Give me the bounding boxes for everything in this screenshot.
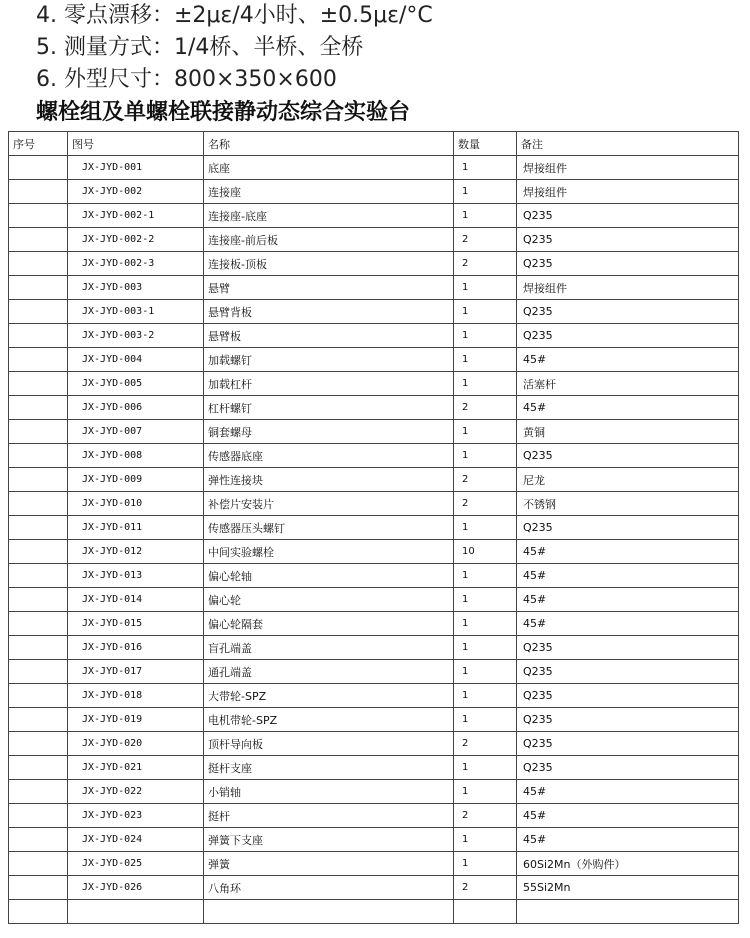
cell-index	[9, 180, 68, 204]
cell-remarks: 焊接组件	[517, 276, 739, 300]
cell-name: 小销轴	[204, 780, 454, 804]
cell-remarks: Q235	[517, 636, 739, 660]
table-row	[9, 732, 739, 756]
cell-remarks: 黄铜	[517, 420, 739, 444]
cell-drawing-no: JX-JYD-022	[68, 780, 204, 804]
cell-name: 大带轮-SPZ	[204, 684, 454, 708]
cell-drawing-no: JX-JYD-007	[68, 420, 204, 444]
cell-remarks: 55Si2Mn	[517, 876, 739, 900]
cell-index	[9, 300, 68, 324]
cell-quantity: 1	[454, 300, 517, 324]
cell-quantity: 1	[454, 684, 517, 708]
cell-drawing-no: JX-JYD-002-1	[68, 204, 204, 228]
cell-quantity: 1	[454, 564, 517, 588]
table-row	[9, 300, 739, 324]
cell-name: 悬臂背板	[204, 300, 454, 324]
section-heading: 螺栓组及单螺栓联接静动态综合实验台	[36, 100, 411, 125]
table-row	[9, 516, 739, 540]
cell-remarks: Q235	[517, 444, 739, 468]
table-row	[9, 540, 739, 564]
cell-index	[9, 156, 68, 180]
cell-index	[9, 708, 68, 732]
cell-quantity: 2	[454, 804, 517, 828]
cell-drawing-no: JX-JYD-010	[68, 492, 204, 516]
cell-drawing-no: JX-JYD-017	[68, 660, 204, 684]
table-row	[9, 636, 739, 660]
cell-quantity: 1	[454, 444, 517, 468]
table-header-row	[9, 132, 739, 156]
cell-quantity: 1	[454, 204, 517, 228]
cell-remarks: Q235	[517, 756, 739, 780]
cell-index	[9, 612, 68, 636]
cell-drawing-no: JX-JYD-006	[68, 396, 204, 420]
cell-index	[9, 540, 68, 564]
cell-drawing-no: JX-JYD-005	[68, 372, 204, 396]
cell-drawing-no: JX-JYD-008	[68, 444, 204, 468]
cell-index	[9, 564, 68, 588]
table-row	[9, 756, 739, 780]
cell-quantity: 1	[454, 180, 517, 204]
cell-remarks: 45#	[517, 804, 739, 828]
cell-drawing-no: JX-JYD-026	[68, 876, 204, 900]
cell-drawing-no: JX-JYD-024	[68, 828, 204, 852]
cell-index	[9, 684, 68, 708]
cell-remarks: 尼龙	[517, 468, 739, 492]
cell-drawing-no: JX-JYD-023	[68, 804, 204, 828]
cell-name: 盲孔端盖	[204, 636, 454, 660]
table-row	[9, 156, 739, 180]
cell-quantity: 1	[454, 372, 517, 396]
table-row	[9, 204, 739, 228]
parts-table	[8, 131, 739, 924]
cell-remarks: 活塞杆	[517, 372, 739, 396]
cell-drawing-no: JX-JYD-015	[68, 612, 204, 636]
cell-index	[9, 732, 68, 756]
cell-drawing-no: JX-JYD-003-2	[68, 324, 204, 348]
cell-quantity: 1	[454, 324, 517, 348]
cell-drawing-no: JX-JYD-014	[68, 588, 204, 612]
cell-remarks: Q235	[517, 708, 739, 732]
cell-index	[9, 420, 68, 444]
cell-drawing-no: JX-JYD-021	[68, 756, 204, 780]
cell-index	[9, 228, 68, 252]
table-row	[9, 444, 739, 468]
cell-remarks: 焊接组件	[517, 180, 739, 204]
table-row	[9, 780, 739, 804]
cell-drawing-no: JX-JYD-016	[68, 636, 204, 660]
spec-line-dimensions: 6. 外型尺寸：800×350×600	[36, 67, 337, 92]
cell-index	[9, 804, 68, 828]
cell-name	[204, 900, 454, 924]
cell-index	[9, 780, 68, 804]
cell-index	[9, 468, 68, 492]
cell-quantity: 1	[454, 756, 517, 780]
cell-drawing-no: JX-JYD-002	[68, 180, 204, 204]
cell-name: 偏心轮	[204, 588, 454, 612]
cell-index	[9, 660, 68, 684]
cell-remarks: 焊接组件	[517, 156, 739, 180]
cell-remarks: 60Si2Mn（外购件）	[517, 852, 739, 876]
cell-quantity: 1	[454, 636, 517, 660]
cell-quantity: 1	[454, 852, 517, 876]
cell-drawing-no: JX-JYD-025	[68, 852, 204, 876]
cell-drawing-no: JX-JYD-009	[68, 468, 204, 492]
cell-remarks: 45#	[517, 780, 739, 804]
cell-name: 弹簧	[204, 852, 454, 876]
cell-drawing-no: JX-JYD-011	[68, 516, 204, 540]
cell-index	[9, 876, 68, 900]
cell-index	[9, 516, 68, 540]
cell-name: 传感器压头螺钉	[204, 516, 454, 540]
cell-quantity	[454, 900, 517, 924]
table-body	[9, 156, 739, 924]
cell-quantity: 1	[454, 420, 517, 444]
header-remarks: 备注	[517, 132, 739, 156]
cell-index	[9, 492, 68, 516]
cell-remarks: Q235	[517, 684, 739, 708]
cell-quantity: 2	[454, 228, 517, 252]
cell-remarks: Q235	[517, 660, 739, 684]
table-row	[9, 804, 739, 828]
cell-remarks: 45#	[517, 348, 739, 372]
table-row	[9, 876, 739, 900]
cell-quantity: 1	[454, 516, 517, 540]
cell-name: 铜套螺母	[204, 420, 454, 444]
cell-name: 悬臂	[204, 276, 454, 300]
cell-remarks: 45#	[517, 828, 739, 852]
cell-index	[9, 324, 68, 348]
table-row	[9, 252, 739, 276]
cell-quantity: 1	[454, 156, 517, 180]
cell-name: 传感器底座	[204, 444, 454, 468]
table-row	[9, 396, 739, 420]
cell-quantity: 10	[454, 540, 517, 564]
cell-name: 中间实验螺栓	[204, 540, 454, 564]
spec-line-measurement: 5. 测量方式：1/4桥、半桥、全桥	[36, 35, 364, 60]
cell-name: 连接座	[204, 180, 454, 204]
cell-drawing-no: JX-JYD-001	[68, 156, 204, 180]
cell-quantity: 2	[454, 732, 517, 756]
cell-quantity: 2	[454, 876, 517, 900]
cell-remarks: 45#	[517, 540, 739, 564]
cell-index	[9, 636, 68, 660]
table-row	[9, 588, 739, 612]
table-row	[9, 324, 739, 348]
table-row	[9, 180, 739, 204]
cell-remarks: 45#	[517, 612, 739, 636]
table-row	[9, 828, 739, 852]
cell-remarks: 45#	[517, 564, 739, 588]
spec-list	[36, 0, 736, 96]
cell-name: 杠杆螺钉	[204, 396, 454, 420]
cell-index	[9, 828, 68, 852]
cell-remarks: Q235	[517, 324, 739, 348]
table-row	[9, 276, 739, 300]
cell-quantity: 1	[454, 612, 517, 636]
cell-index	[9, 900, 68, 924]
cell-quantity: 2	[454, 396, 517, 420]
table-row	[9, 660, 739, 684]
cell-index	[9, 444, 68, 468]
cell-name: 顶杆导向板	[204, 732, 454, 756]
cell-drawing-no: JX-JYD-019	[68, 708, 204, 732]
cell-name: 悬臂板	[204, 324, 454, 348]
cell-name: 补偿片安装片	[204, 492, 454, 516]
table-row	[9, 372, 739, 396]
table-row	[9, 228, 739, 252]
cell-remarks: Q235	[517, 204, 739, 228]
cell-name: 电机带轮-SPZ	[204, 708, 454, 732]
header-name: 名称	[204, 132, 454, 156]
table-row	[9, 492, 739, 516]
cell-index	[9, 756, 68, 780]
cell-name: 底座	[204, 156, 454, 180]
cell-quantity: 1	[454, 828, 517, 852]
cell-index	[9, 204, 68, 228]
cell-quantity: 2	[454, 468, 517, 492]
cell-name: 挺杆	[204, 804, 454, 828]
table-row	[9, 420, 739, 444]
table-row	[9, 684, 739, 708]
table-row	[9, 852, 739, 876]
cell-quantity: 1	[454, 780, 517, 804]
cell-drawing-no: JX-JYD-003-1	[68, 300, 204, 324]
cell-remarks: Q235	[517, 516, 739, 540]
cell-name: 八角环	[204, 876, 454, 900]
cell-drawing-no: JX-JYD-012	[68, 540, 204, 564]
cell-drawing-no: JX-JYD-003	[68, 276, 204, 300]
cell-remarks: Q235	[517, 252, 739, 276]
cell-drawing-no: JX-JYD-004	[68, 348, 204, 372]
table-row	[9, 468, 739, 492]
cell-index	[9, 396, 68, 420]
cell-name: 弹性连接块	[204, 468, 454, 492]
cell-quantity: 2	[454, 252, 517, 276]
table-row	[9, 708, 739, 732]
cell-index	[9, 852, 68, 876]
table-row	[9, 564, 739, 588]
cell-remarks: 不锈钢	[517, 492, 739, 516]
cell-remarks: 45#	[517, 396, 739, 420]
cell-name: 加载螺钉	[204, 348, 454, 372]
cell-drawing-no	[68, 900, 204, 924]
cell-name: 通孔端盖	[204, 660, 454, 684]
cell-quantity: 1	[454, 660, 517, 684]
table-row	[9, 348, 739, 372]
cell-index	[9, 348, 68, 372]
table-row	[9, 900, 739, 924]
cell-name: 连接座-底座	[204, 204, 454, 228]
cell-name: 连接板-顶板	[204, 252, 454, 276]
cell-index	[9, 372, 68, 396]
cell-quantity: 1	[454, 348, 517, 372]
cell-name: 弹簧下支座	[204, 828, 454, 852]
spec-line-drift: 4. 零点漂移：±2με/4小时、±0.5με/°C	[36, 3, 433, 28]
cell-name: 偏心轮隔套	[204, 612, 454, 636]
cell-remarks: Q235	[517, 300, 739, 324]
cell-index	[9, 588, 68, 612]
cell-drawing-no: JX-JYD-020	[68, 732, 204, 756]
cell-remarks: Q235	[517, 228, 739, 252]
cell-remarks: Q235	[517, 732, 739, 756]
cell-drawing-no: JX-JYD-002-3	[68, 252, 204, 276]
cell-name: 挺杆支座	[204, 756, 454, 780]
cell-remarks	[517, 900, 739, 924]
cell-name: 加载杠杆	[204, 372, 454, 396]
cell-quantity: 1	[454, 588, 517, 612]
cell-drawing-no: JX-JYD-018	[68, 684, 204, 708]
header-drawing-no: 图号	[68, 132, 204, 156]
cell-quantity: 1	[454, 708, 517, 732]
cell-name: 连接座-前后板	[204, 228, 454, 252]
cell-remarks: 45#	[517, 588, 739, 612]
table-row	[9, 612, 739, 636]
cell-quantity: 2	[454, 492, 517, 516]
cell-index	[9, 276, 68, 300]
cell-quantity: 1	[454, 276, 517, 300]
cell-drawing-no: JX-JYD-013	[68, 564, 204, 588]
header-quantity: 数量	[454, 132, 517, 156]
cell-name: 偏心轮轴	[204, 564, 454, 588]
header-index: 序号	[9, 132, 68, 156]
cell-index	[9, 252, 68, 276]
cell-drawing-no: JX-JYD-002-2	[68, 228, 204, 252]
